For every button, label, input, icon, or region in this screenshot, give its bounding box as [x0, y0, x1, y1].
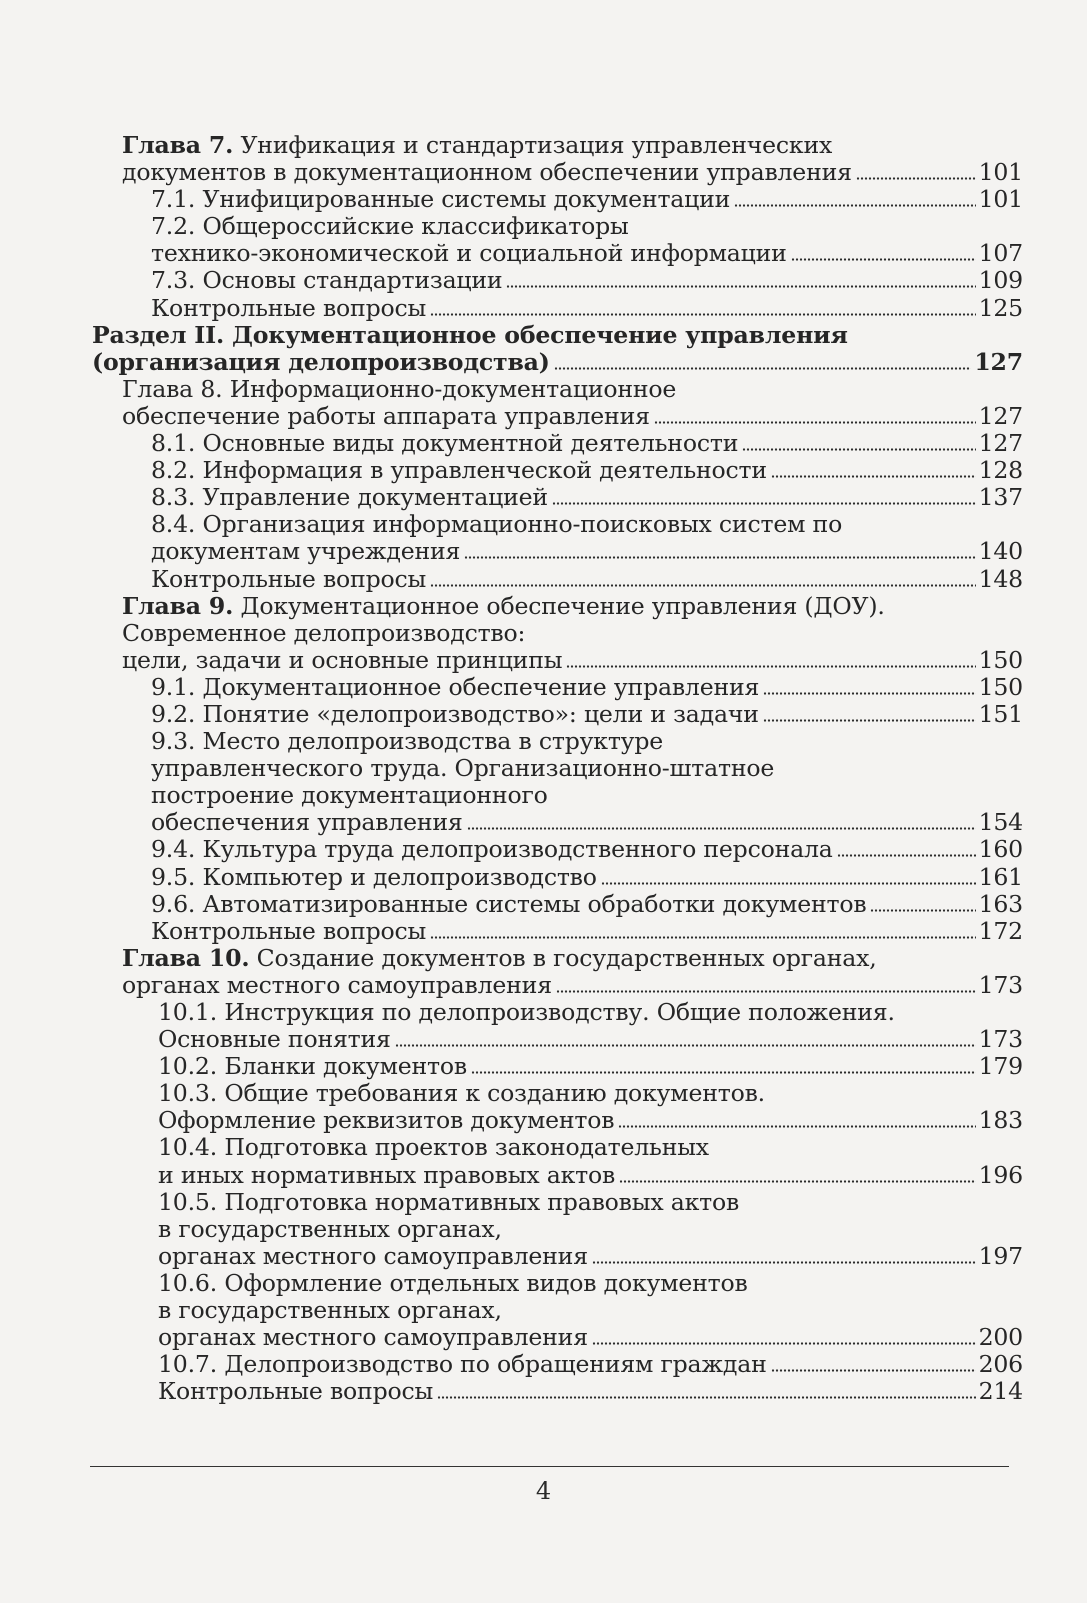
toc-page-number: 107 — [978, 239, 1023, 268]
toc-page-number: 154 — [978, 808, 1023, 837]
dot-leader — [742, 448, 975, 451]
toc-entry-title — [151, 240, 787, 267]
toc-page-number: 200 — [978, 1323, 1023, 1352]
toc-title-text: 8.4. Организация информационно-поисковых систем по — [151, 510, 843, 539]
toc-line — [0, 782, 1087, 809]
toc-entry-title — [151, 484, 548, 511]
toc-entry — [0, 1162, 1087, 1189]
toc-entry-title — [151, 566, 426, 593]
toc-page-number: 148 — [978, 564, 1023, 593]
toc-entry — [0, 457, 1087, 484]
toc-entry — [0, 1053, 1087, 1080]
toc-title-text: органах местного самоуправления — [158, 1241, 588, 1270]
toc-title-text: 10.3. Общие требования к созданию документов. — [158, 1079, 765, 1108]
toc-heading-label: (организация делопроизводства) — [92, 347, 550, 376]
dot-leader — [592, 1261, 976, 1264]
dot-leader — [619, 1180, 975, 1183]
toc-entry-title — [122, 403, 650, 430]
footer-rule — [90, 1466, 1009, 1467]
toc-page-number: 172 — [978, 916, 1023, 945]
toc-entry-title — [158, 1324, 588, 1351]
toc-entry-title — [151, 295, 426, 322]
toc-entry-title — [158, 1269, 748, 1297]
toc-page-number: 161 — [978, 862, 1023, 891]
toc-title-text: 10.6. Оформление отдельных видов документов — [158, 1268, 748, 1297]
toc-entry-title — [158, 1296, 502, 1324]
dot-leader — [654, 421, 976, 424]
toc-entry-title — [151, 864, 597, 891]
toc-title-text: и иных нормативных правовых актов — [158, 1160, 616, 1189]
toc-page-number: 128 — [978, 456, 1023, 485]
dot-leader — [471, 1071, 976, 1074]
dot-leader — [566, 665, 975, 668]
dot-leader — [464, 556, 975, 559]
toc-page-number: 173 — [978, 970, 1023, 999]
toc-title-text: построение документационного — [151, 781, 548, 810]
toc-line — [0, 1189, 1087, 1216]
toc-title-text: технико-экономической и социальной информации — [151, 239, 787, 268]
toc-entry — [0, 403, 1087, 430]
toc-title-text: Контрольные вопросы — [158, 1377, 434, 1406]
toc-line — [0, 620, 1087, 647]
dot-leader — [592, 1342, 976, 1345]
toc-title-text: 7.1. Унифицированные системы документации — [151, 185, 731, 214]
toc-entry — [0, 1378, 1087, 1405]
toc-entry-title — [92, 349, 550, 376]
toc-entry — [0, 484, 1087, 511]
dot-leader — [506, 285, 975, 288]
toc-title-text: 10.5. Подготовка нормативных правовых актов — [158, 1187, 740, 1216]
toc-entry — [0, 1351, 1087, 1378]
dot-leader — [763, 719, 976, 722]
toc-title-text: Глава 8. Информационно-документационное — [122, 374, 677, 403]
toc-line — [0, 945, 1087, 972]
toc-entry-title — [151, 510, 842, 538]
toc-entry-title — [122, 375, 676, 403]
toc-heading-label: Раздел II. Документационное обеспечение управления — [92, 320, 848, 349]
toc-entry-title — [122, 972, 552, 999]
toc-entry — [0, 836, 1087, 863]
toc-entry-title — [151, 430, 738, 457]
toc-entry-title — [122, 131, 832, 159]
toc-page-number: 127 — [978, 429, 1023, 458]
toc-title-text: Документационное обеспечение управления (ДОУ). — [233, 591, 885, 620]
toc-title-text: 10.7. Делопроизводство по обращениям граждан — [158, 1350, 767, 1379]
toc-entry-title — [158, 1243, 588, 1270]
toc-title-text: Контрольные вопросы — [151, 293, 427, 322]
toc-title-text: Контрольные вопросы — [151, 916, 427, 945]
toc-page-number: 179 — [978, 1052, 1023, 1081]
toc-entry — [0, 674, 1087, 701]
toc-entry-title — [158, 1107, 614, 1134]
toc-page-number: 160 — [978, 835, 1023, 864]
toc-title-text: цели, задачи и основные принципы — [122, 645, 563, 674]
toc-line — [0, 376, 1087, 403]
dot-leader — [556, 990, 976, 993]
toc-entry — [0, 891, 1087, 918]
dot-leader — [430, 584, 976, 587]
toc-title-text: в государственных органах, — [158, 1214, 502, 1243]
toc-title-text: Современное делопроизводство: — [122, 618, 526, 647]
toc-entry-title — [158, 1215, 502, 1243]
toc-entry — [0, 295, 1087, 322]
toc-page-number: 214 — [978, 1377, 1023, 1406]
toc-title-text: 7.2. Общероссийские классификаторы — [151, 212, 629, 241]
table-of-contents — [0, 132, 1087, 1405]
toc-entry — [0, 538, 1087, 565]
toc-title-text: 9.5. Компьютер и делопроизводство — [151, 862, 597, 891]
toc-title-text: 8.1. Основные виды документной деятельности — [151, 429, 739, 458]
toc-entry-title — [151, 186, 730, 213]
toc-entry — [0, 1324, 1087, 1351]
toc-title-text: 9.1. Документационное обеспечение управления — [151, 672, 760, 701]
dot-leader — [771, 1369, 976, 1372]
toc-entry-title — [158, 1133, 709, 1161]
toc-page-number: 151 — [978, 699, 1023, 728]
toc-entry-title — [158, 998, 895, 1026]
dot-leader — [430, 936, 976, 939]
toc-title-text: 9.4. Культура труда делопроизводственного персонала — [151, 835, 833, 864]
toc-page-number: 150 — [978, 672, 1023, 701]
toc-entry — [0, 159, 1087, 186]
toc-page-number: 109 — [978, 266, 1023, 295]
dot-leader — [771, 475, 976, 478]
toc-line — [0, 593, 1087, 620]
dot-leader — [601, 882, 976, 885]
toc-page-number: 101 — [978, 158, 1023, 187]
dot-leader — [734, 204, 975, 207]
toc-entry-title — [158, 1378, 433, 1405]
toc-entry — [0, 647, 1087, 674]
toc-page-number: 163 — [978, 889, 1023, 918]
dot-leader — [552, 502, 976, 505]
toc-title-text: 8.3. Управление документацией — [151, 483, 548, 512]
toc-heading-label: Глава 9. — [122, 591, 234, 620]
dot-leader — [395, 1044, 976, 1047]
toc-entry — [0, 809, 1087, 836]
toc-entry-title — [151, 538, 460, 565]
toc-entry — [0, 1026, 1087, 1053]
toc-line — [0, 132, 1087, 159]
toc-entry-title — [122, 592, 885, 620]
toc-title-text: 8.2. Информация в управленческой деятельности — [151, 456, 767, 485]
toc-entry — [0, 1107, 1087, 1134]
dot-leader — [870, 909, 975, 912]
toc-page-number: 197 — [978, 1241, 1023, 1270]
toc-entry-title — [151, 754, 774, 782]
dot-leader — [437, 1396, 976, 1399]
toc-entry — [0, 267, 1087, 294]
toc-title-text: обеспечения управления — [151, 808, 463, 837]
toc-title-text: документам учреждения — [151, 537, 461, 566]
toc-entry — [0, 701, 1087, 728]
dot-leader — [554, 367, 972, 370]
toc-entry-title — [151, 891, 866, 918]
toc-entry-title — [92, 321, 848, 349]
toc-entry — [0, 566, 1087, 593]
toc-title-text: органах местного самоуправления — [122, 970, 552, 999]
toc-line — [0, 1270, 1087, 1297]
toc-page-number: 137 — [978, 483, 1023, 512]
toc-title-text: Оформление реквизитов документов — [158, 1106, 615, 1135]
toc-entry-title — [122, 159, 852, 186]
toc-title-text: 9.6. Автоматизированные системы обработки документов — [151, 889, 867, 918]
toc-entry — [0, 240, 1087, 267]
toc-entry-title — [122, 619, 525, 647]
toc-entry — [0, 430, 1087, 457]
dot-leader — [791, 258, 976, 261]
toc-title-text: управленческого труда. Организационно-штатное — [151, 754, 775, 783]
toc-entry-title — [151, 781, 548, 809]
toc-line — [0, 755, 1087, 782]
toc-entry-title — [158, 1162, 615, 1189]
toc-entry-title — [158, 1351, 767, 1378]
toc-heading-label: Глава 10. — [122, 943, 250, 972]
toc-entry-title — [151, 809, 463, 836]
toc-line — [0, 1080, 1087, 1107]
toc-page-number: 196 — [978, 1160, 1023, 1189]
toc-title-text: документов в документационном обеспечении управления — [122, 158, 852, 187]
dot-leader — [837, 854, 976, 857]
toc-entry-title — [122, 944, 877, 972]
dot-leader — [618, 1125, 975, 1128]
toc-line — [0, 1134, 1087, 1161]
toc-line — [0, 322, 1087, 349]
toc-entry-title — [151, 674, 759, 701]
toc-entry-title — [151, 701, 759, 728]
toc-entry-title — [151, 727, 663, 755]
toc-line — [0, 1216, 1087, 1243]
toc-title-text: 7.3. Основы стандартизации — [151, 266, 503, 295]
dot-leader — [856, 177, 976, 180]
toc-line — [0, 213, 1087, 240]
toc-page-number: 127 — [974, 347, 1023, 376]
toc-line — [0, 999, 1087, 1026]
toc-title-text: 9.3. Место делопроизводства в структуре — [151, 727, 664, 756]
toc-page-number: 127 — [978, 401, 1023, 430]
toc-page-number: 183 — [978, 1106, 1023, 1135]
toc-page-number: 206 — [978, 1350, 1023, 1379]
dot-leader — [763, 692, 975, 695]
toc-title-text: 9.2. Понятие «делопроизводство»: цели и задачи — [151, 699, 759, 728]
toc-page-number: 173 — [978, 1025, 1023, 1054]
page-number: 4 — [535, 1477, 552, 1505]
toc-title-text: обеспечение работы аппарата управления — [122, 401, 650, 430]
toc-entry-title — [151, 457, 767, 484]
toc-title-text: органах местного самоуправления — [158, 1323, 588, 1352]
toc-entry-title — [122, 647, 562, 674]
toc-entry — [0, 918, 1087, 945]
toc-entry — [0, 864, 1087, 891]
toc-entry-title — [151, 918, 426, 945]
toc-line — [0, 511, 1087, 538]
toc-title-text: 10.4. Подготовка проектов законодательных — [158, 1133, 709, 1162]
toc-entry-title — [158, 1026, 391, 1053]
toc-title-text: Контрольные вопросы — [151, 564, 427, 593]
dot-leader — [467, 827, 976, 830]
toc-title-text: 10.2. Бланки документов — [158, 1052, 467, 1081]
toc-entry — [0, 972, 1087, 999]
toc-entry — [0, 349, 1087, 376]
toc-entry-title — [158, 1079, 765, 1107]
toc-title-text: Создание документов в государственных органах, — [249, 943, 877, 972]
toc-entry-title — [158, 1053, 467, 1080]
toc-entry-title — [158, 1188, 739, 1216]
toc-entry-title — [151, 212, 629, 240]
toc-entry-title — [151, 267, 502, 294]
toc-page-number: 125 — [978, 293, 1023, 322]
toc-entry — [0, 1243, 1087, 1270]
toc-title-text: 10.1. Инструкция по делопроизводству. Общие положения. — [158, 998, 895, 1026]
toc-page-number: 101 — [978, 185, 1023, 214]
toc-title-text: Унификация и стандартизация управленческих — [233, 131, 833, 159]
toc-page-number: 150 — [978, 645, 1023, 674]
dot-leader — [430, 313, 976, 316]
toc-line — [0, 728, 1087, 755]
toc-entry — [0, 186, 1087, 213]
toc-entry-title — [151, 836, 833, 863]
toc-heading-label: Глава 7. — [122, 131, 234, 159]
toc-title-text: в государственных органах, — [158, 1296, 502, 1325]
toc-page-number: 140 — [978, 537, 1023, 566]
toc-line — [0, 1297, 1087, 1324]
toc-title-text: Основные понятия — [158, 1025, 391, 1054]
